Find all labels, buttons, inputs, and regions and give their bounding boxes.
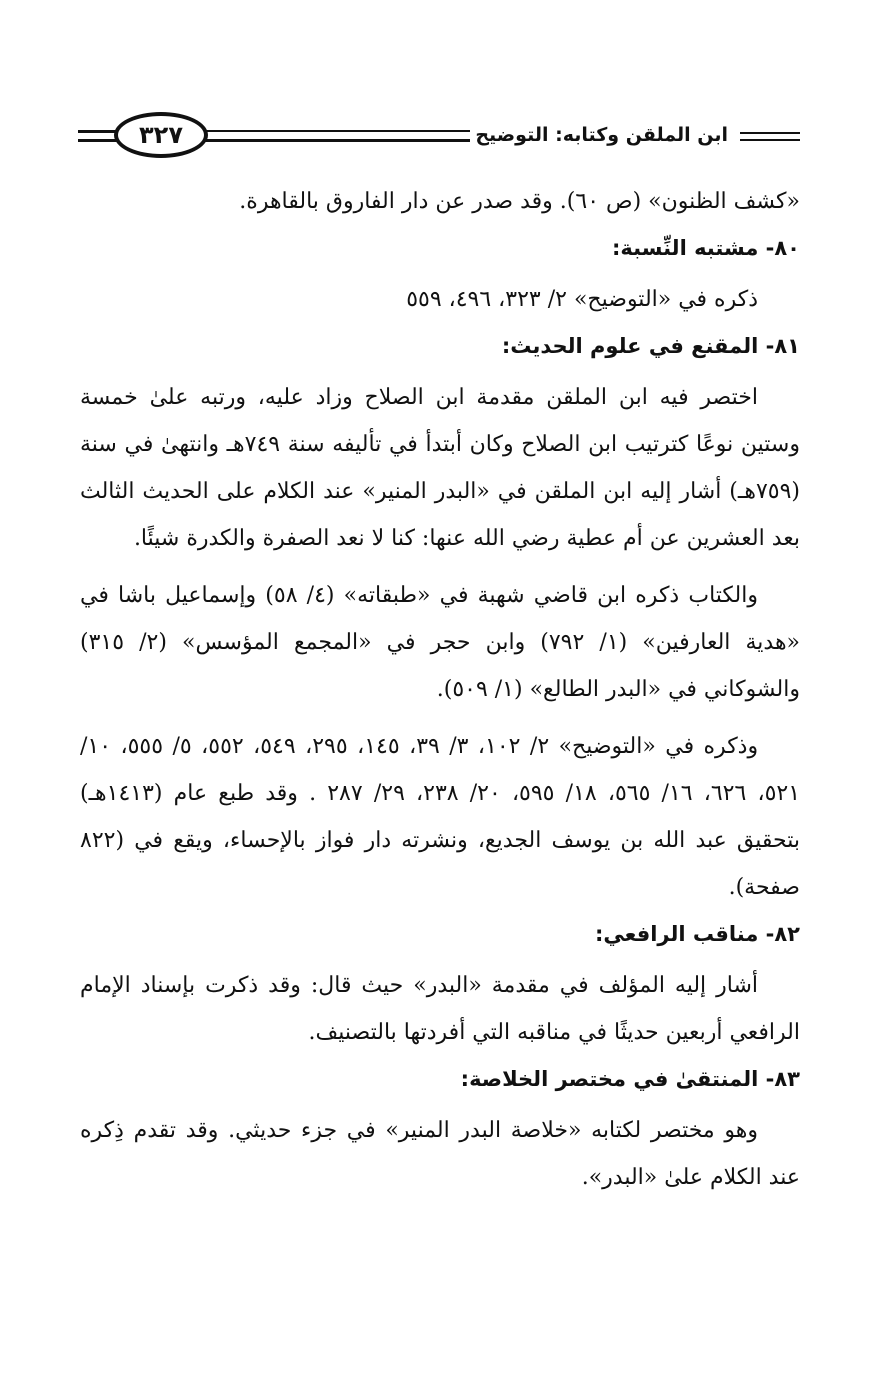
item-82-paragraph-1: أشار إليه المؤلف في مقدمة «البدر» حيث قال: وقد ذكرت بإسناد الإمام الرافعي أربعين حديثًا في مناقبه التي أفردتها بالتصنيف.	[80, 973, 800, 1045]
item-81-paragraph-2: والكتاب ذكره ابن قاضي شهبة في «طبقاته» (٤/ ٥٨) وإسماعيل باشا في «هدية العارفين» (١/ ٧٩٢) وابن حجر في «المجمع المؤسس» (٢/ ٣١٥) والشوكاني في «البدر الطالع» (١/ ٥٠٩).	[80, 583, 801, 702]
item-80-heading: ٨٠- مشتبه النِّسبة:	[612, 236, 800, 260]
item-82-heading: ٨٢- مناقب الرافعي:	[594, 922, 800, 946]
item-81-paragraph-1: اختصر فيه ابن الملقن مقدمة ابن الصلاح وزاد عليه، ورتبه علىٰ خمسة وستين نوعًا كترتيب ابن الصلاح وكان أبتدأ في تأليفه سنة ٧٤٩هـ وانتهىٰ في سنة (٧٥٩هـ) أشار إليه ابن الملقن في «البدر المنير» عند الكلام على الحديث الثالث بعد العشرين عن أم عطية رضي الله عنها: كنا لا نعد الصفرة والكدرة شيئًا.	[80, 385, 800, 551]
item-81-heading: ٨١- المقنع في علوم الحديث:	[501, 334, 800, 358]
intro-line: «كشف الظنون» (ص ٦٠). وقد صدر عن دار الفاروق بالقاهرة.	[239, 189, 800, 214]
item-80-refs: ذكره في «التوضيح» ٢/ ٣٢٣، ٤٩٦، ٥٥٩	[406, 287, 758, 312]
page-number: ٣٢٧	[139, 121, 183, 149]
header-rule-middle	[198, 130, 470, 142]
running-title: ابن الملقن وكتابه: التوضيح	[475, 124, 728, 146]
header-rule-right	[740, 132, 800, 141]
page-header	[78, 110, 800, 162]
item-83-paragraph-1: وهو مختصر لكتابه «خلاصة البدر المنير» في جزء حديثي. وقد تقدم ذِكره عند الكلام علىٰ «البدر».	[80, 1118, 800, 1190]
item-83-heading: ٨٣- المنتقىٰ في مختصر الخلاصة:	[460, 1067, 800, 1091]
page-number-oval	[114, 112, 208, 158]
item-81-paragraph-3: وذكره في «التوضيح» ٢/ ١٠٢، ٣/ ٣٩، ١٤٥، ٢٩٥، ٥٤٩، ٥٥٢، ٥/ ٥٥٥، ١٠/ ٥٢١، ٦٢٦، ١٦/ ٥٦٥، ١٨/ ٥٩٥، ٢٠/ ٢٣٨، ٢٩/ ٢٨٧ . وقد طبع عام (١٤١٣هـ) بتحقيق عبد الله بن يوسف الجديع، ونشرته دار فواز بالإحساء، ويقع في (٨٢٢ صفحة).	[80, 734, 801, 900]
page-body	[80, 178, 800, 1201]
